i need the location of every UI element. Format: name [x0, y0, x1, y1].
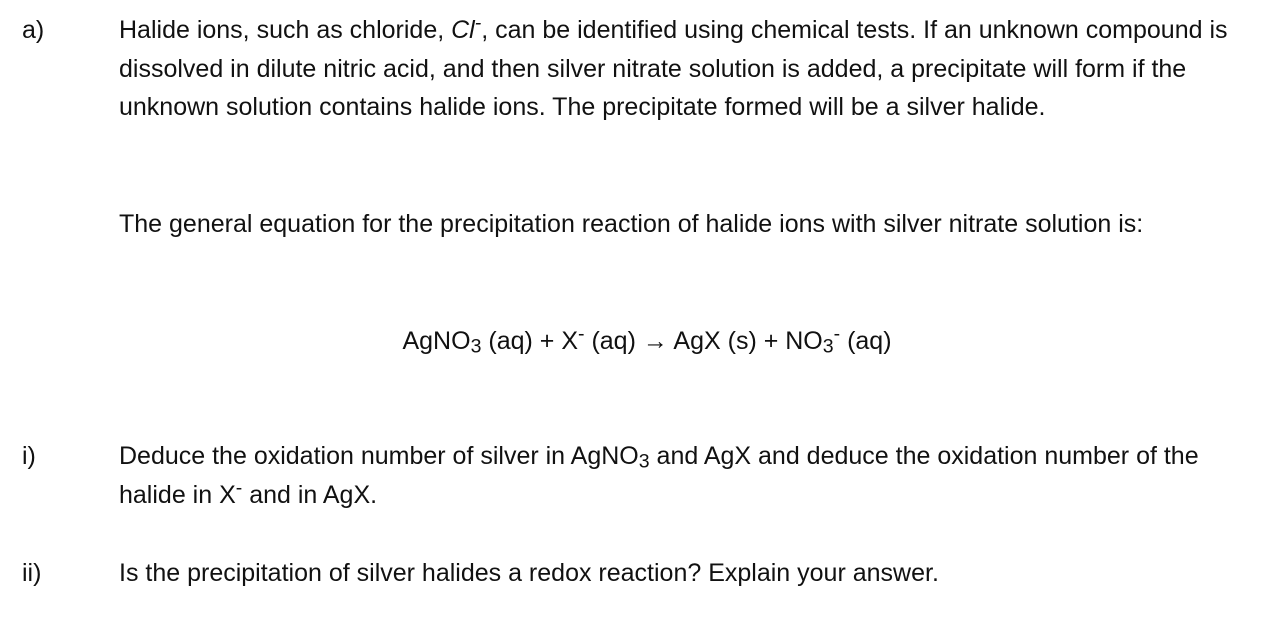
chloride-charge: -: [474, 12, 482, 35]
question-i-label: i): [22, 442, 36, 470]
qi-part2: and AgX and deduce the oxidation number of the halide in X: [119, 442, 1199, 509]
precipitation-equation: [0, 322, 1267, 360]
qi-part1: Deduce the oxidation number of silver in AgNO: [119, 442, 639, 470]
eq-aq: (aq): [840, 327, 892, 355]
qi-agno3-subscript: 3: [638, 450, 650, 473]
eq-no3-subscript: 3: [822, 335, 834, 358]
qi-x-charge: -: [235, 476, 243, 499]
intro-paragraph: [119, 11, 1259, 127]
eq-x-charge: -: [578, 323, 585, 346]
eq-agno: AgNO: [402, 327, 471, 355]
equation-intro: The general equation for the precipitation reaction of halide ions with silver nitrate solution is:: [119, 210, 1144, 238]
eq-agno3-subscript: 3: [470, 335, 482, 358]
intro-rest: , can be identified using chemical tests. If an unknown compound is dissolved in dilute nitric acid, and then silver nitrate solution is added, a precipitate will form if the unknown solution contains halide ions. The precipitate formed will be a silver halide.: [119, 16, 1228, 121]
intro-lead: Halide ions, such as chloride,: [119, 16, 452, 44]
chloride-symbol: Cl: [451, 16, 475, 44]
part-a-label: a): [22, 16, 45, 44]
question-ii-text: Is the precipitation of silver halides a redox reaction? Explain your answer.: [119, 559, 939, 587]
question-i-text: [119, 437, 1259, 514]
eq-plus-x: (aq) + X: [481, 327, 578, 355]
qi-part3: and in AgX.: [242, 480, 378, 509]
eq-no3-charge: -: [833, 323, 841, 346]
question-ii-label: ii): [22, 559, 42, 587]
eq-products: (aq) → AgX (s) + NO: [584, 327, 823, 355]
